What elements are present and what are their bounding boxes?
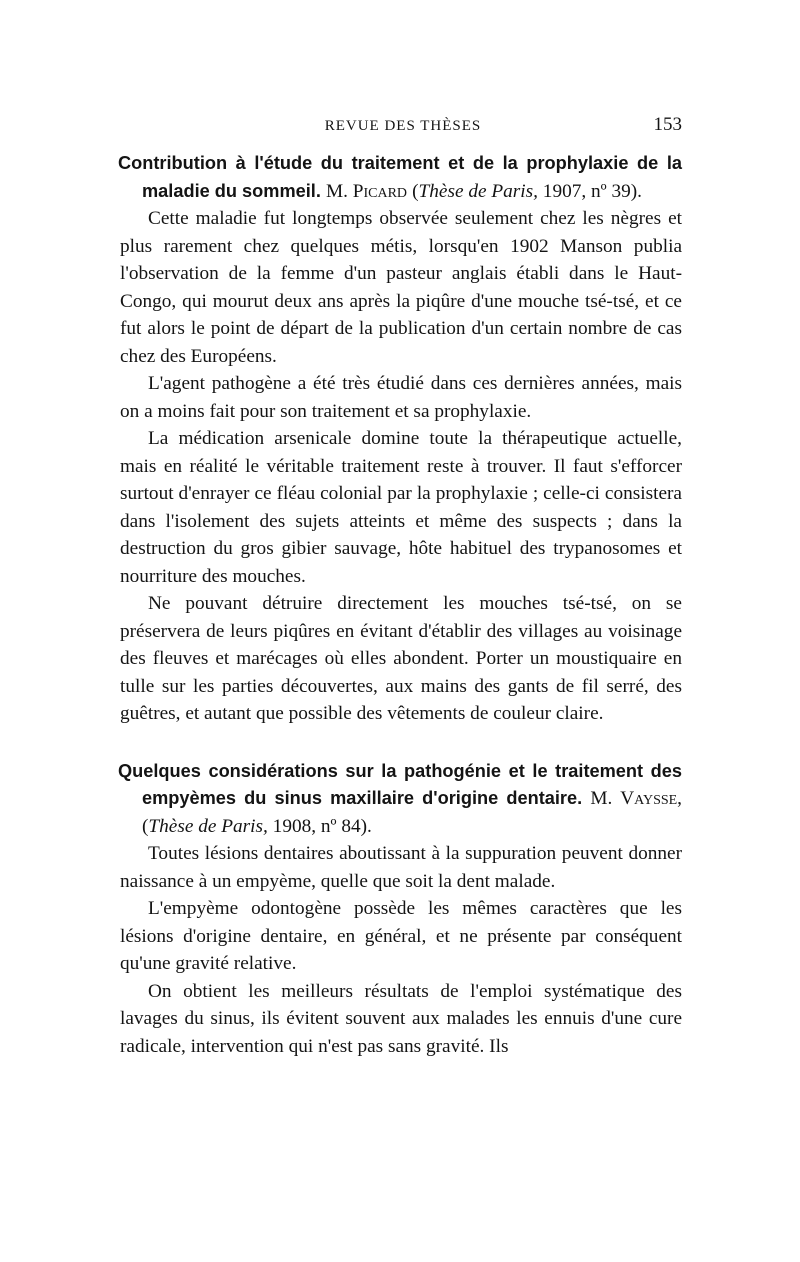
paragraph: Ne pouvant détruire directement les mouches tsé-tsé, on se préservera de leurs piqûres en évitant d'établir des villages au voisinage des fleuves et marécages où elles abondent. Porter un moustiquaire en tulle sur les parties découvertes, aux mains des gants de fil serré, des guêtres, et autant que possible des vêtements de couleur claire. (120, 593, 682, 724)
paragraph: Cette maladie fut longtemps observée seulement chez les nègres et plus rarement chez quelques métis, lorsqu'en 1902 Manson publia l'observation de la femme d'un pasteur anglais établi dans le Haut-Congo, qui mourut deux ans après la piqûre d'une mouche tsé-tsé, et ce fut alors le point de départ de la publication d'un certain nombre de cas chez des Européens. (120, 208, 682, 367)
author-name: Picard (352, 180, 408, 202)
citation-rest: 1907, nº 39). (537, 180, 642, 202)
author-prefix: M. (590, 788, 613, 809)
entry-citation (412, 181, 642, 202)
entry-title (118, 150, 682, 205)
citation-open: ( (412, 180, 419, 202)
entry-title (118, 758, 682, 841)
author-prefix: M. (325, 180, 348, 202)
entry-author (326, 181, 407, 202)
page-body (118, 150, 682, 1060)
entry-citation (142, 816, 372, 837)
paragraph: L'agent pathogène a été très étudié dans ces dernières années, mais on a moins fait pour son traitement et sa prophylaxie. (120, 373, 682, 422)
paragraph: Toutes lésions dentaires aboutissant à la suppuration peuvent donner naissance à un empyème, quelle que soit la dent malade. (120, 843, 682, 892)
thesis-entry (118, 758, 682, 1061)
citation-open: ( (142, 815, 149, 837)
citation-italic: Thèse de Paris, (418, 180, 538, 202)
page-header (124, 114, 682, 144)
paragraph: On obtient les meilleurs résultats de l'emploi systématique des lavages du sinus, ils évitent souvent aux malades les ennuis d'une cure radicale, intervention qui n'est pas sans gravité. Ils (120, 980, 682, 1057)
entry-separator (118, 728, 682, 758)
running-title: REVUE DES THÈSES (324, 118, 482, 134)
entry-title-text: Contribution à l'étude du traitement et de la prophylaxie de la maladie du sommeil. (118, 153, 682, 201)
thesis-entry (118, 150, 682, 728)
citation-italic: Thèse de Paris, (148, 815, 268, 837)
citation-rest: 1908, nº 84). (267, 815, 372, 837)
author-name: Vaysse, (620, 788, 683, 809)
paragraph: La médication arsenicale domine toute la thérapeutique actuelle, mais en réalité le véritable traitement reste à trouver. Il faut s'efforcer surtout d'enrayer ce fléau colonial par la prophylaxie ; celle-ci consistera dans l'isolement des sujets atteints et même des suspects ; dans la destruction du gros gibier sauvage, hôte habituel des trypanosomes et nourriture des mouches. (120, 428, 682, 587)
entry-author (590, 788, 682, 809)
entry-title-text: Quelques considérations sur la pathogénie et le traitement des empyèmes du sinus maxillaire d'origine dentaire. (118, 760, 682, 808)
page-number: 153 (653, 114, 682, 135)
paragraph: L'empyème odontogène possède les mêmes caractères que les lésions d'origine dentaire, en général, et ne présente par conséquent qu'une gravité relative. (120, 898, 682, 974)
